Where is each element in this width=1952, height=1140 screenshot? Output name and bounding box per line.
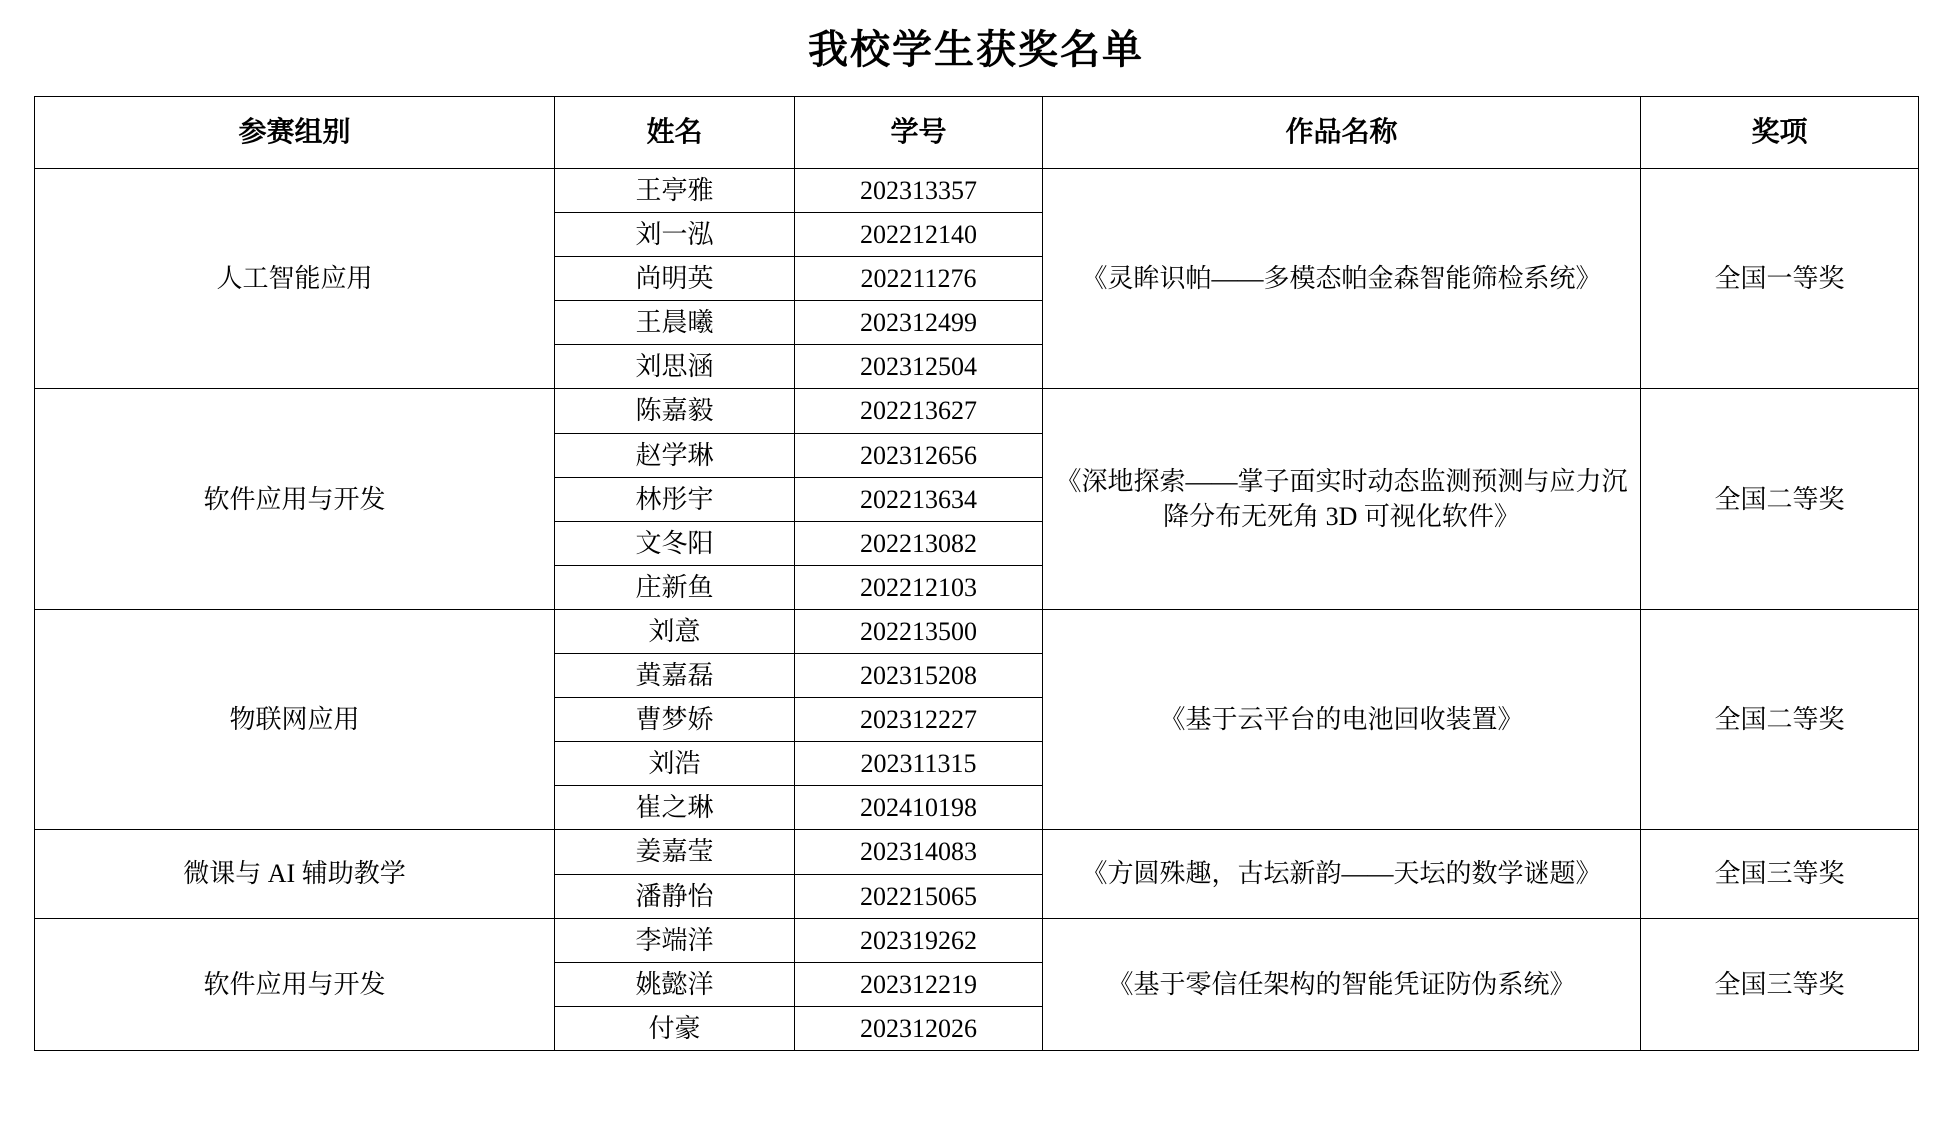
- member-name: 姚懿洋: [555, 962, 795, 1006]
- member-name: 王晨曦: [555, 301, 795, 345]
- member-name: 王亭雅: [555, 169, 795, 213]
- member-name: 庄新鱼: [555, 565, 795, 609]
- member-name: 黄嘉磊: [555, 654, 795, 698]
- member-id: 202315208: [795, 654, 1043, 698]
- work-title: 《基于云平台的电池回收装置》: [1043, 609, 1641, 829]
- member-id: 202213500: [795, 609, 1043, 653]
- member-name: 刘意: [555, 609, 795, 653]
- member-id: 202213082: [795, 521, 1043, 565]
- work-title: 《深地探索——掌子面实时动态监测预测与应力沉降分布无死角 3D 可视化软件》: [1043, 389, 1641, 609]
- member-id: 202312227: [795, 698, 1043, 742]
- work-title: 《灵眸识帕——多模态帕金森智能筛检系统》: [1043, 169, 1641, 389]
- member-id: 202215065: [795, 874, 1043, 918]
- member-name: 陈嘉毅: [555, 389, 795, 433]
- member-id: 202410198: [795, 786, 1043, 830]
- member-name: 文冬阳: [555, 521, 795, 565]
- work-title: 《基于零信任架构的智能凭证防伪系统》: [1043, 918, 1641, 1050]
- member-id: 202312499: [795, 301, 1043, 345]
- group-cell: 软件应用与开发: [35, 918, 555, 1050]
- member-name: 刘思涵: [555, 345, 795, 389]
- member-name: 刘一泓: [555, 213, 795, 257]
- member-id: 202211276: [795, 257, 1043, 301]
- member-name: 付豪: [555, 1006, 795, 1050]
- member-id: 202313357: [795, 169, 1043, 213]
- award-level: 全国二等奖: [1641, 609, 1919, 829]
- award-level: 全国三等奖: [1641, 918, 1919, 1050]
- member-name: 林彤宇: [555, 477, 795, 521]
- table-row: [35, 918, 1919, 962]
- award-list-table: [34, 96, 1919, 1051]
- award-level: 全国三等奖: [1641, 830, 1919, 918]
- award-level: 全国二等奖: [1641, 389, 1919, 609]
- member-id: 202314083: [795, 830, 1043, 874]
- member-name: 刘浩: [555, 742, 795, 786]
- column-header-work: 作品名称: [1043, 97, 1641, 169]
- member-id: 202312656: [795, 433, 1043, 477]
- group-cell: 物联网应用: [35, 609, 555, 829]
- work-title: 《方圆殊趣，古坛新韵——天坛的数学谜题》: [1043, 830, 1641, 918]
- member-id: 202212140: [795, 213, 1043, 257]
- column-header-student-id: 学号: [795, 97, 1043, 169]
- group-cell: 人工智能应用: [35, 169, 555, 389]
- group-cell: 软件应用与开发: [35, 389, 555, 609]
- page-title: 我校学生获奖名单: [808, 27, 1144, 72]
- table-header-row: [35, 97, 1919, 169]
- table-row: [35, 830, 1919, 874]
- member-id: 202212103: [795, 565, 1043, 609]
- member-id: 202213627: [795, 389, 1043, 433]
- member-id: 202213634: [795, 477, 1043, 521]
- member-name: 曹梦娇: [555, 698, 795, 742]
- member-id: 202312026: [795, 1006, 1043, 1050]
- member-id: 202319262: [795, 918, 1043, 962]
- column-header-award: 奖项: [1641, 97, 1919, 169]
- member-name: 崔之琳: [555, 786, 795, 830]
- member-name: 潘静怡: [555, 874, 795, 918]
- column-header-name: 姓名: [555, 97, 795, 169]
- table-row: [35, 609, 1919, 653]
- table-body: [35, 169, 1919, 1051]
- column-header-group: 参赛组别: [35, 97, 555, 169]
- member-name: 李端洋: [555, 918, 795, 962]
- document-page: [0, 26, 1952, 1140]
- table-row: [35, 169, 1919, 213]
- member-name: 尚明英: [555, 257, 795, 301]
- member-name: 姜嘉莹: [555, 830, 795, 874]
- member-name: 赵学琳: [555, 433, 795, 477]
- member-id: 202312504: [795, 345, 1043, 389]
- member-id: 202311315: [795, 742, 1043, 786]
- group-cell: 微课与 AI 辅助教学: [35, 830, 555, 918]
- member-id: 202312219: [795, 962, 1043, 1006]
- table-row: [35, 389, 1919, 433]
- award-level: 全国一等奖: [1641, 169, 1919, 389]
